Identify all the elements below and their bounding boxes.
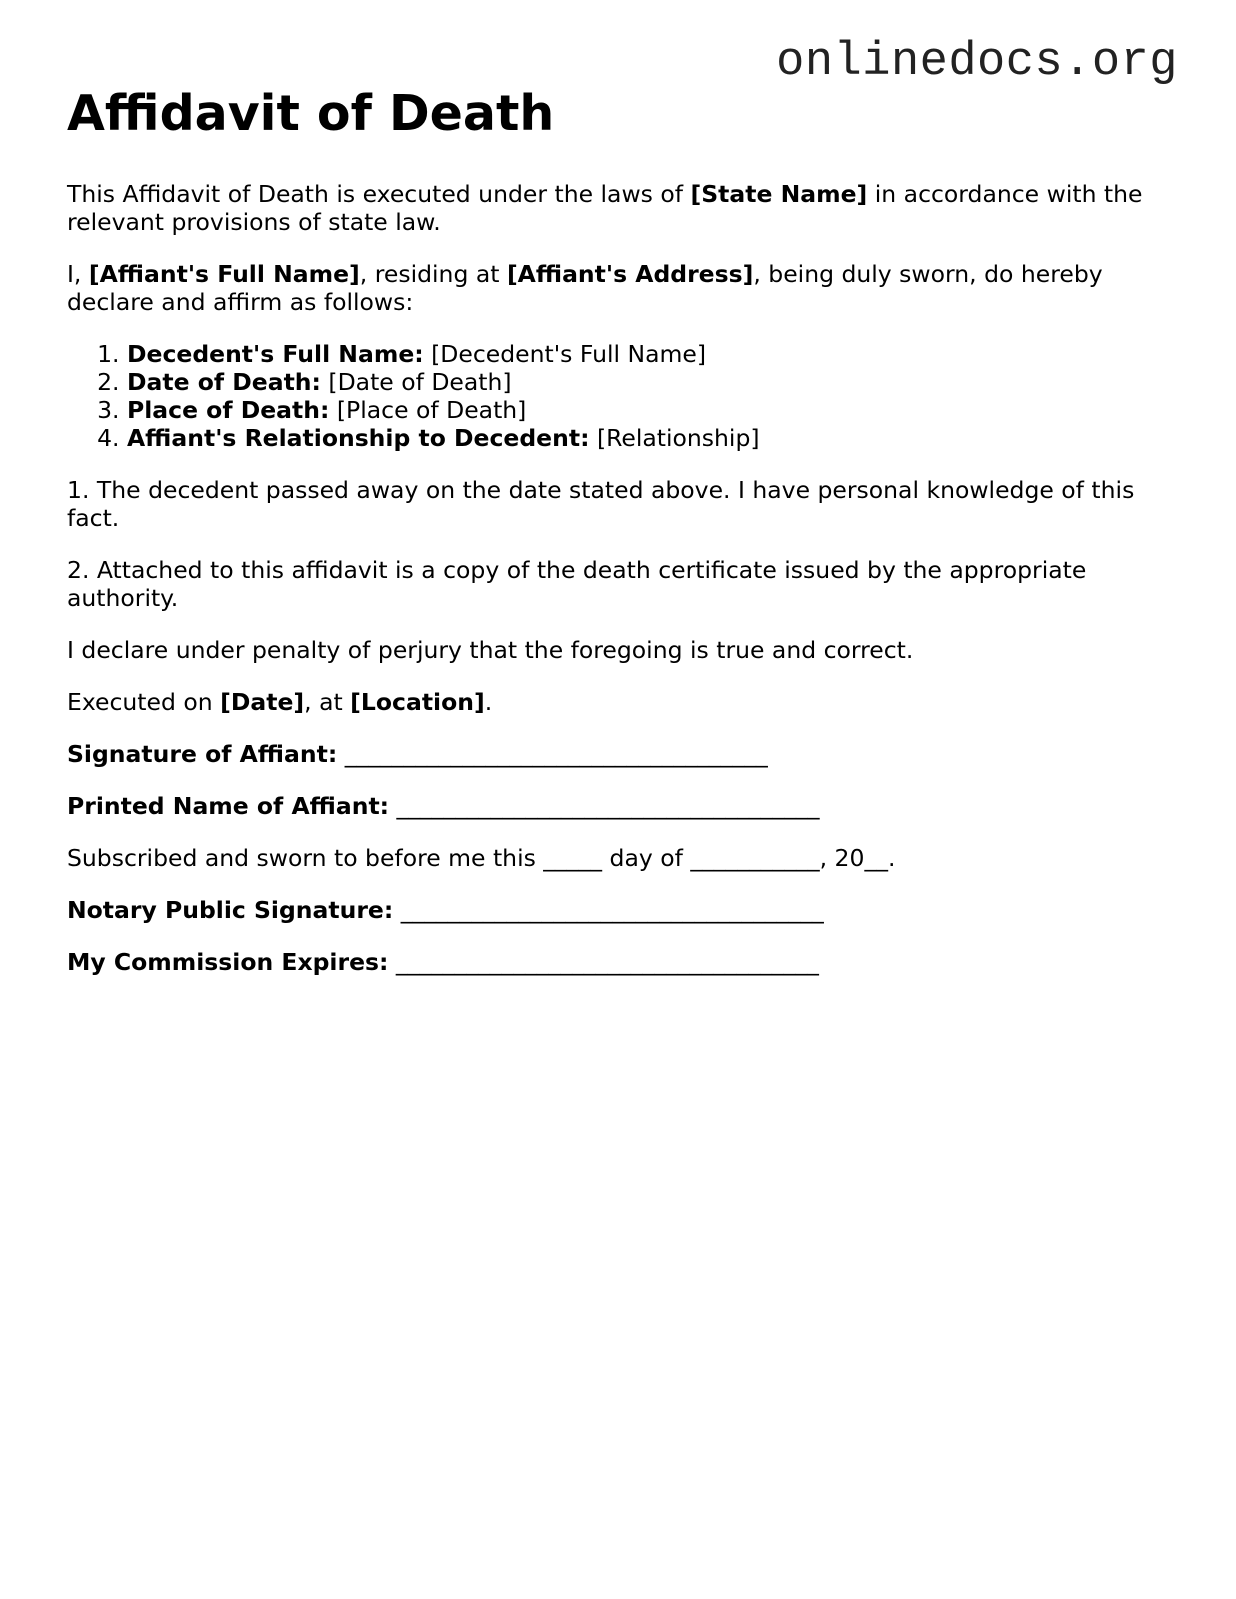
executed-text-start: Executed on — [67, 688, 221, 716]
intro-paragraph — [67, 180, 1177, 236]
list-item — [127, 424, 1177, 452]
state-name-placeholder: [State Name] — [690, 180, 868, 208]
declaration-text-end: , being duly sworn, do hereby declare and affirm as follows: — [67, 260, 1103, 316]
detail-value: [Date of Death] — [320, 368, 512, 396]
affiant-signature-label: Signature of Affiant: — [67, 740, 338, 768]
executed-text-mid: , at — [304, 688, 351, 716]
printed-name-blank: ____________________________________ — [389, 792, 820, 820]
intro-text-end: in accordance with the relevant provisions of state law. — [67, 180, 1143, 236]
affiant-address-placeholder: [Affiant's Address] — [506, 260, 754, 288]
document-title: Affidavit of Death — [67, 85, 555, 142]
detail-value: [Relationship] — [589, 424, 760, 452]
detail-label: Place of Death: — [127, 396, 330, 424]
detail-label: Decedent's Full Name: — [127, 340, 424, 368]
affiant-name-placeholder: [Affiant's Full Name] — [88, 260, 360, 288]
declaration-text-start: I, — [67, 260, 89, 288]
intro-text-start: This Affidavit of Death is executed under the laws of — [67, 180, 691, 208]
affiant-signature-line — [67, 740, 1177, 768]
subscribed-line: Subscribed and sworn to before me this _____ day of ___________, 20__. — [67, 844, 896, 872]
list-item — [127, 340, 1177, 368]
detail-label: Affiant's Relationship to Decedent: — [127, 424, 590, 452]
commission-expires-label: My Commission Expires: — [67, 948, 389, 976]
printed-name-line — [67, 792, 1177, 820]
notary-signature-blank: ____________________________________ — [393, 896, 824, 924]
declaration-text-mid: , residing at — [359, 260, 507, 288]
affiant-signature-blank: ____________________________________ — [337, 740, 768, 768]
commission-expires-line — [67, 948, 1177, 976]
statement-2: 2. Attached to this affidavit is a copy of the death certificate issued by the appropriate authority. — [67, 556, 1087, 612]
notary-signature-label: Notary Public Signature: — [67, 896, 394, 924]
perjury-statement: I declare under penalty of perjury that the foregoing is true and correct. — [67, 636, 914, 664]
list-item — [127, 396, 1177, 424]
date-placeholder: [Date] — [220, 688, 305, 716]
detail-value: [Decedent's Full Name] — [423, 340, 707, 368]
statement-1: 1. The decedent passed away on the date stated above. I have personal knowledge of this fact. — [67, 476, 1135, 532]
detail-value: [Place of Death] — [329, 396, 527, 424]
commission-expires-blank: ____________________________________ — [388, 948, 819, 976]
list-item — [127, 368, 1177, 396]
detail-label: Date of Death: — [127, 368, 321, 396]
executed-line — [67, 688, 1177, 716]
affidavit-document — [67, 84, 1177, 1000]
decedent-details-list — [67, 340, 1177, 452]
declaration-paragraph — [67, 260, 1177, 316]
notary-signature-line — [67, 896, 1177, 924]
location-placeholder: [Location] — [350, 688, 485, 716]
executed-text-end: . — [484, 688, 493, 716]
site-watermark: onlinedocs.org — [776, 36, 1178, 89]
printed-name-label: Printed Name of Affiant: — [67, 792, 390, 820]
